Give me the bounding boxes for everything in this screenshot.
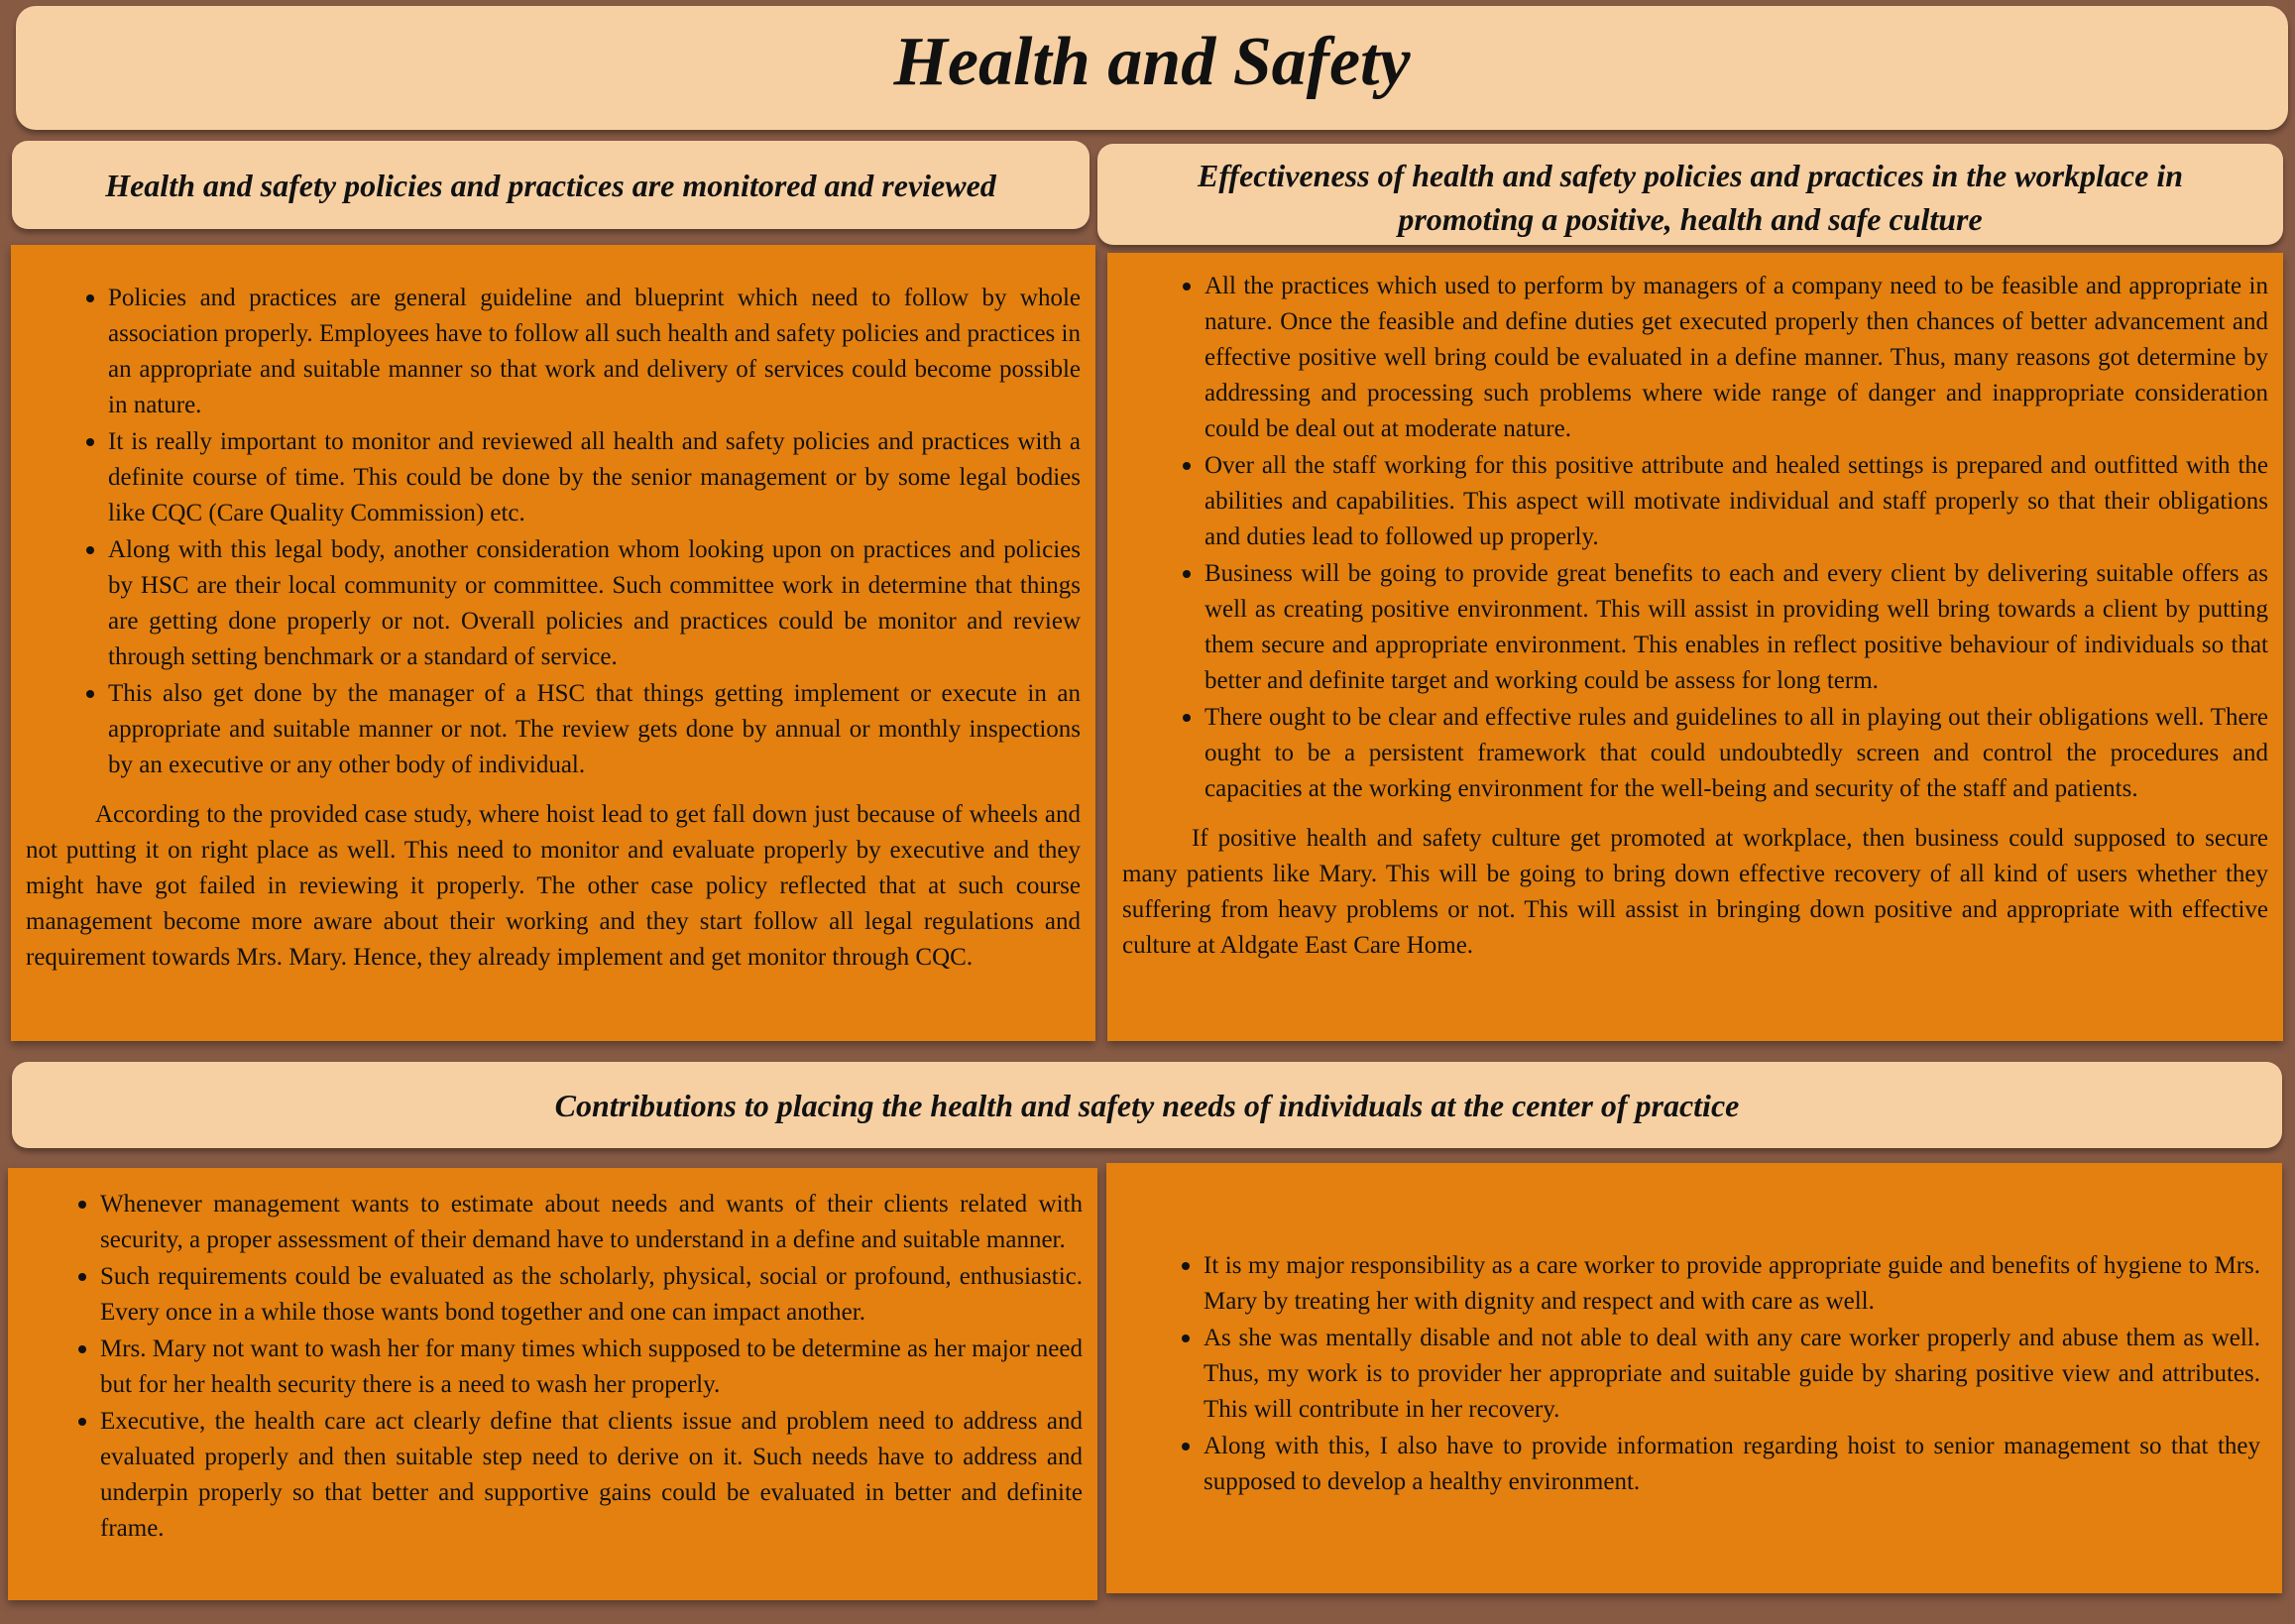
monitored-bullet-list	[26, 280, 1081, 783]
page-title: Health and Safety	[893, 23, 1411, 100]
effectiveness-heading: Effectiveness of health and safety policies and practices in the workplace in promoting a positive, health and safe culture	[1198, 158, 2183, 237]
contributions-left-bullet-list	[18, 1186, 1083, 1547]
list-item: • Over all the staff working for this positive attribute and healed settings is prepared and outfitted with the abilities and capabilities. This aspect will motivate individual and staff properly so that their obligations and duties lead to followed up properly.	[1205, 447, 2268, 555]
monitored-paragraph: According to the provided case study, where hoist lead to get fall down just because of wheels and not putting it on right place as well. This need to monitor and evaluate properly by executive and they might have got failed in reviewing it properly. The other case policy reflected that at such course management become more aware about their working and they start follow all legal regulations and requirement towards Mrs. Mary. Hence, they already implement and get monitor through CQC.	[26, 801, 1081, 971]
contributions-heading-banner	[12, 1062, 2282, 1148]
list-item: • Whenever management wants to estimate about needs and wants of their clients related with security, a proper assessment of their demand have to understand in a define and suitable manner.	[100, 1186, 1083, 1258]
list-item: • Along with this legal body, another consideration whom looking upon on practices and policies by HSC are their local community or committee. Such committee work in determine that things are getting done properly or not. Overall policies and practices could be monitor and review through setting benchmark or a standard of service.	[108, 531, 1081, 675]
list-item: • Executive, the health care act clearly define that clients issue and problem need to address and evaluated properly and then suitable step need to derive on it. Such needs have to address and underpin properly so that better and supportive gains could be evaluated in better and definite frame.	[100, 1403, 1083, 1547]
effectiveness-paragraph: If positive health and safety culture get promoted at workplace, then business could supposed to secure many patients like Mary. This will be going to bring down effective recovery of all kind of users whether they suffering from heavy problems or not. This will assist in bringing down positive and appropriate with effective culture at Aldgate East Care Home.	[1122, 825, 2268, 959]
contributions-heading: Contributions to placing the health and safety needs of individuals at the center of practice	[554, 1087, 1740, 1123]
contributions-right-bullet-list	[1121, 1247, 2260, 1500]
contributions-right-panel	[1106, 1163, 2282, 1593]
list-item: • All the practices which used to perform by managers of a company need to be feasible and appropriate in nature. Once the feasible and define duties get executed properly then chances of better advancement and effective positive well bring could be evaluated in a define manner. Thus, many reasons got determine by addressing and processing such problems where wide range of danger and inappropriate consideration could be deal out at moderate nature.	[1205, 268, 2268, 447]
effectiveness-bullet-list	[1122, 268, 2268, 807]
monitored-heading: Health and safety policies and practices are monitored and reviewed	[105, 167, 996, 203]
list-item: • Along with this, I also have to provide information regarding hoist to senior management so that they supposed to develop a healthy environment.	[1204, 1428, 2260, 1500]
contributions-left-panel	[8, 1168, 1097, 1600]
effectiveness-panel	[1107, 253, 2283, 1041]
list-item: • Policies and practices are general guideline and blueprint which need to follow by whole association properly. Employees have to follow all such health and safety policies and practices in an appropriate and suitable manner so that work and delivery of services could become possible in nature.	[108, 280, 1081, 423]
monitored-panel	[11, 245, 1095, 1041]
list-item: • Such requirements could be evaluated as the scholarly, physical, social or profound, enthusiastic. Every once in a while those wants bond together and one can impact another.	[100, 1258, 1083, 1331]
list-item: • Business will be going to provide great benefits to each and every client by delivering suitable offers as well as creating positive environment. This will assist in providing well bring towards a client by putting them secure and appropriate environment. This enables in reflect positive behaviour of individuals so that better and definite target and working could be assess for long term.	[1205, 555, 2268, 699]
list-item: • There ought to be clear and effective rules and guidelines to all in playing out their obligations well. There ought to be a persistent framework that could undoubtedly screen and control the procedures and capacities at the working environment for the well-being and security of the staff and patients.	[1205, 699, 2268, 807]
list-item: • As she was mentally disable and not able to deal with any care worker properly and abuse them as well. Thus, my work is to provider her appropriate and suitable guide by sharing positive view and attributes. This will contribute in her recovery.	[1204, 1320, 2260, 1428]
list-item: • It is really important to monitor and reviewed all health and safety policies and practices with a definite course of time. This could be done by the senior management or by some legal bodies like CQC (Care Quality Commission) etc.	[108, 423, 1081, 531]
list-item: • Mrs. Mary not want to wash her for many times which supposed to be determine as her major need but for her health security there is a need to wash her properly.	[100, 1331, 1083, 1403]
list-item: • It is my major responsibility as a care worker to provide appropriate guide and benefits of hygiene to Mrs. Mary by treating her with dignity and respect and with care as well.	[1204, 1247, 2260, 1320]
title-banner	[16, 6, 2288, 130]
monitored-heading-banner	[12, 141, 1090, 229]
list-item: • This also get done by the manager of a HSC that things getting implement or execute in an appropriate and suitable manner or not. The review gets done by annual or monthly inspections by an executive or any other body of individual.	[108, 675, 1081, 783]
effectiveness-heading-banner	[1097, 144, 2283, 245]
